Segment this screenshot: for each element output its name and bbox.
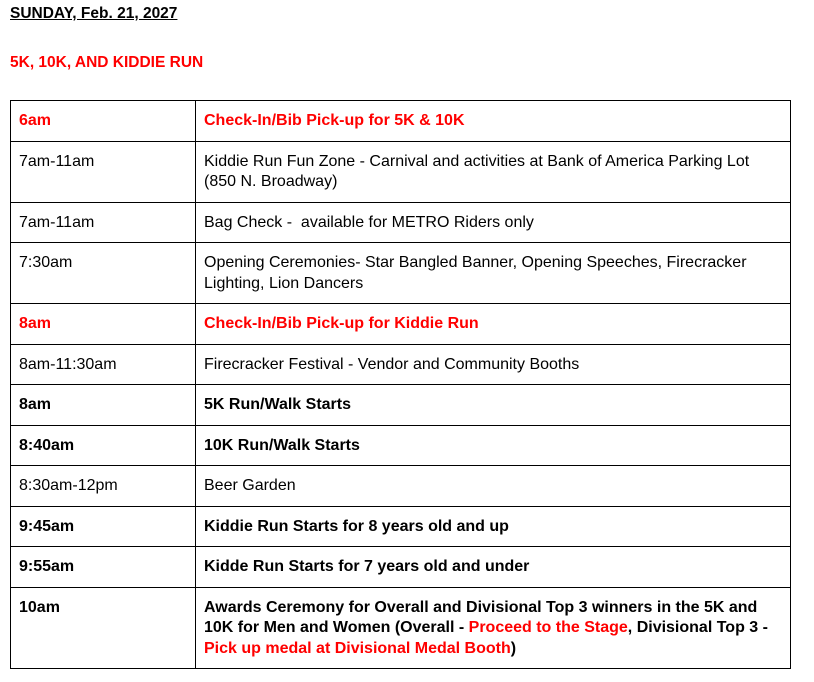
schedule-row: [11, 202, 791, 243]
schedule-time: 7am-11am: [11, 141, 196, 202]
schedule-table: [10, 100, 791, 669]
awards-text: ): [510, 639, 517, 657]
schedule-row: [11, 587, 791, 669]
awards-text: , Divisional Top 3 -: [627, 619, 768, 636]
schedule-row: [11, 547, 791, 588]
schedule-time: 8am: [11, 385, 196, 426]
schedule-time: 7am-11am: [11, 202, 196, 243]
schedule-description: 5K Run/Walk Starts: [196, 385, 791, 426]
schedule-time: 8am: [11, 304, 196, 345]
schedule-description: Beer Garden: [196, 466, 791, 507]
schedule-row: [11, 101, 791, 142]
schedule-time: 8am-11:30am: [11, 344, 196, 385]
schedule-time: 9:55am: [11, 547, 196, 588]
schedule-time: 9:45am: [11, 506, 196, 547]
schedule-row: [11, 344, 791, 385]
schedule-row: [11, 243, 791, 304]
schedule-time: 7:30am: [11, 243, 196, 304]
schedule-row: [11, 304, 791, 345]
schedule-row: [11, 385, 791, 426]
schedule-time: 10am: [11, 587, 196, 669]
schedule-date-heading: SUNDAY, Feb. 21, 2027: [10, 5, 178, 22]
schedule-row: [11, 506, 791, 547]
schedule-row: [11, 466, 791, 507]
schedule-description: Check-In/Bib Pick-up for 5K & 10K: [196, 101, 791, 142]
awards-overall-instruction: Proceed to the Stage: [468, 619, 628, 636]
schedule-description: [196, 202, 791, 243]
schedule-time: 6am: [11, 101, 196, 142]
schedule-description: Firecracker Festival - Vendor and Community Booths: [196, 344, 791, 385]
schedule-row: [11, 425, 791, 466]
schedule-description: Kiddie Run Starts for 8 years old and up: [196, 506, 791, 547]
schedule-description: Kiddie Run Fun Zone - Carnival and activities at Bank of America Parking Lot (850 N. Broadway): [196, 141, 791, 202]
schedule-description: [196, 587, 791, 669]
awards-text: Awards Ceremony for Overall and Divisional Top 3 winners in the 5K and 10K for Men and Women (Overall -: [204, 598, 758, 636]
schedule-description: Check-In/Bib Pick-up for Kiddie Run: [196, 304, 791, 345]
schedule-time: 8:40am: [11, 425, 196, 466]
schedule-description: 10K Run/Walk Starts: [196, 425, 791, 466]
schedule-time: 8:30am-12pm: [11, 466, 196, 507]
event-title: 5K, 10K, AND KIDDIE RUN: [10, 54, 204, 71]
schedule-description-text: Bag Check - available for METRO Riders only: [204, 213, 534, 231]
schedule-description: Opening Ceremonies- Star Bangled Banner, Opening Speeches, Firecracker Lighting, Lion Dancers: [196, 243, 791, 304]
schedule-row: [11, 141, 791, 202]
awards-divisional-instruction: Pick up medal at Divisional Medal Booth: [204, 639, 511, 657]
schedule-description: Kidde Run Starts for 7 years old and under: [196, 547, 791, 588]
